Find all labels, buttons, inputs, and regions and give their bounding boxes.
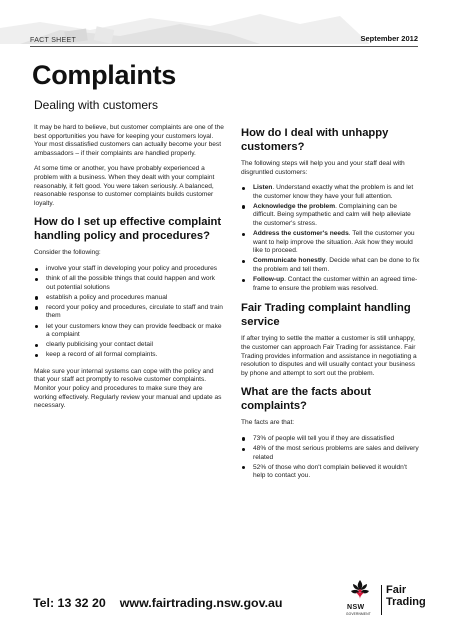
- consider-text: Consider the following:: [34, 249, 101, 257]
- bullet-icon: [242, 233, 245, 236]
- heading-unhappy-customers: How do I deal with unhappy customers?: [241, 127, 389, 153]
- bullet-icon: [35, 354, 38, 357]
- list-item: Follow-up. Contact the customer within an agreed time-frame to ensure the problem was resolved.: [241, 276, 421, 293]
- list-item: involve your staff in developing your policy and procedures: [34, 265, 224, 274]
- bullet-icon: [35, 306, 38, 309]
- bullet-icon: [242, 260, 245, 263]
- page-title: Complaints: [32, 60, 177, 90]
- website-link[interactable]: www.fairtrading.nsw.gov.au: [119, 596, 283, 610]
- list-item: 52% of those who don't complain believed it wouldn't help to contact you.: [241, 464, 421, 481]
- list-item: clearly publicising your contact detail: [34, 341, 224, 350]
- header-divider: [30, 46, 418, 47]
- right-column: [241, 124, 421, 489]
- heading-fair-trading-service: Fair Trading complaint handling service: [241, 302, 411, 329]
- list-item: let your customers know they can provide feedback or make a complaint: [34, 323, 224, 340]
- steps-list: [241, 184, 421, 293]
- heading-facts: What are the facts about complaints?: [241, 386, 371, 413]
- bullet-icon: [242, 448, 245, 451]
- publication-date: September 2012: [360, 34, 418, 43]
- page-subtitle: Dealing with customers: [34, 98, 159, 112]
- bullet-icon: [242, 205, 245, 208]
- steps-intro: The following steps will help you and your staff deal with disgruntled customers:: [241, 160, 405, 176]
- intro-paragraph-1: It may be hard to believe, but customer complaints are one of the best opportunities you have for keeping your customers loyal. Your most dissatisfied customers can actually become your best ambassadors – if their complaints are handled properly.: [34, 124, 224, 157]
- logo-nsw-text: NSW: [347, 604, 365, 611]
- closing-paragraph: Make sure your internal systems can cope with the policy and that your staff act promptly to resolve customer complaints. Monitor your policy and procedures to make sure they are working effectively. Regularly review your manual and update as necessary.: [34, 367, 222, 410]
- bullet-icon: [35, 296, 38, 299]
- logo-fair-trading-text: Fair Trading: [386, 584, 426, 608]
- bullet-icon: [35, 344, 38, 347]
- heading-policy: How do I set up effective complaint handling policy and procedures?: [34, 216, 222, 243]
- bullet-icon: [242, 437, 245, 440]
- facts-intro: The facts are that:: [241, 419, 295, 427]
- list-item: keep a record of all formal complaints.: [34, 351, 224, 360]
- bullet-icon: [242, 279, 245, 282]
- header: [0, 0, 452, 44]
- bullet-icon: [35, 325, 38, 328]
- list-item: Address the customer's needs. Tell the customer you want to help improve the situation. Ask how they would like to proceed.: [241, 230, 421, 256]
- policy-list: [34, 265, 224, 360]
- list-item: record your policy and procedures, circulate to staff and train them: [34, 304, 224, 321]
- bullet-icon: [242, 466, 245, 469]
- list-item: establish a policy and procedures manual: [34, 294, 224, 303]
- bullet-icon: [35, 268, 38, 271]
- bullet-icon: [35, 278, 38, 281]
- list-item: 73% of people will tell you if they are dissatisfied: [241, 435, 421, 444]
- fact-sheet-label: FACT SHEET: [30, 37, 77, 44]
- logo-divider: [381, 585, 382, 615]
- intro-paragraph-2: At some time or another, you have probably experienced a problem with a business. When they dealt with your complaint reasonably, it felt good. You were taken seriously. A balanced, reasonable response to customer complaints builds customer loyalty.: [34, 165, 215, 207]
- list-item: Communicate honestly. Decide what can be done to fix the problem and tell them.: [241, 257, 421, 274]
- list-item: 48% of the most serious problems are sales and delivery related: [241, 445, 421, 462]
- footer-contact: [33, 596, 283, 610]
- phone-number: Tel: 13 32 20: [33, 596, 106, 610]
- logo-government-text: GOVERNMENT: [346, 612, 371, 616]
- list-item: Acknowledge the problem. Complaining can be difficult. Being sympathetic and calm will help alleviate the customer's stress.: [241, 203, 421, 229]
- bullet-icon: [242, 187, 245, 190]
- left-column: [34, 124, 224, 418]
- list-item: Listen. Understand exactly what the problem is and let the customer know they have your full attention.: [241, 184, 421, 201]
- facts-list: [241, 435, 421, 481]
- list-item: think of all the possible things that could happen and work out potential solutions: [34, 275, 224, 292]
- service-paragraph: If after trying to settle the matter a customer is still unhappy, the customer can approach Fair Trading for assistance. Fair Trading provides information and assistance in negotiating a resolution to disputes and will usually contact your business by phone and attempt to sort out the problem.: [241, 335, 417, 377]
